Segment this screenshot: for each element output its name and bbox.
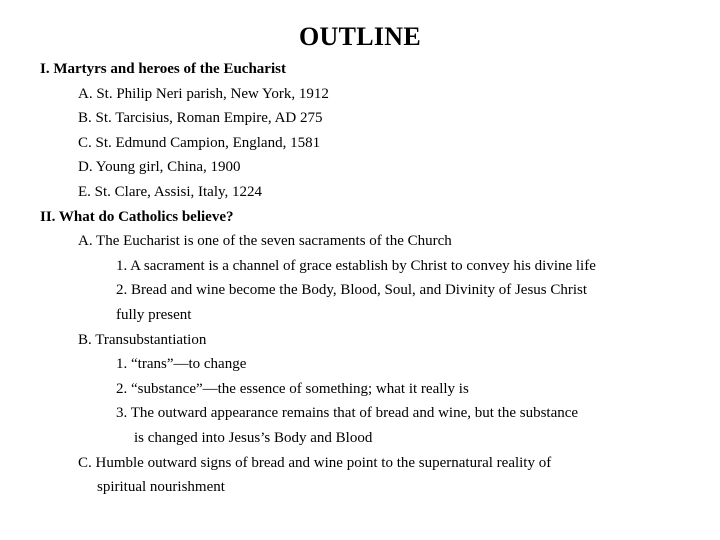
outline-point-continuation: fully present xyxy=(116,306,192,323)
outline-point: 2. Bread and wine become the Body, Blood, Soul, and Divinity of Jesus Christ xyxy=(116,282,588,299)
outline-item: C. St. Edmund Campion, England, 1581 xyxy=(78,134,321,151)
section-heading-2: II. What do Catholics believe? xyxy=(40,208,234,225)
section-heading-1: I. Martyrs and heroes of the Eucharist xyxy=(40,61,286,77)
outline-item: A. St. Philip Neri parish, New York, 1912 xyxy=(78,85,329,102)
outline-point-continuation: is changed into Jesus’s Body and Blood xyxy=(134,429,373,446)
slide-title: OUTLINE xyxy=(298,22,422,51)
outline-point: 1. “trans”—to change xyxy=(116,356,247,373)
subsection-b: B. Transubstantiation xyxy=(78,331,207,348)
outline-point: 3. The outward appearance remains that of bread and wine, but the substance xyxy=(116,405,579,422)
outline-point: 1. A sacrament is a channel of grace establish by Christ to convey his divine life xyxy=(116,257,596,274)
outline-item: E. St. Clare, Assisi, Italy, 1224 xyxy=(78,183,263,200)
subsection-a: A. The Eucharist is one of the seven sacraments of the Church xyxy=(78,233,452,250)
outline-item: D. Young girl, China, 1900 xyxy=(78,159,241,176)
outline-body xyxy=(40,57,710,500)
outline-item: B. St. Tarcisius, Roman Empire, AD 275 xyxy=(78,110,323,127)
outline-point: 2. “substance”—the essence of something; what it really is xyxy=(116,380,469,397)
subsection-c: C. Humble outward signs of bread and wine point to the supernatural reality of xyxy=(78,454,552,471)
outline-item-continuation: spiritual nourishment xyxy=(97,479,225,496)
